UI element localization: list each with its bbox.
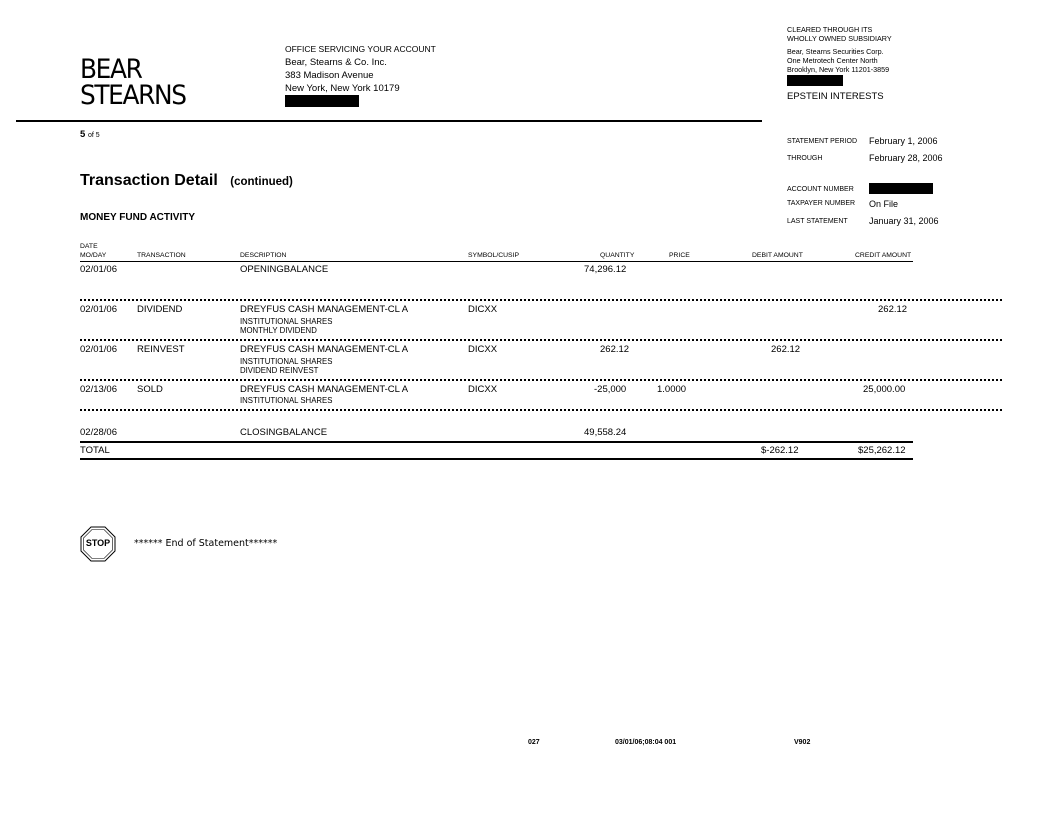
row-separator: [80, 409, 1002, 411]
row-description: DREYFUS CASH MANAGEMENT-CL A: [240, 304, 409, 315]
footer-code-1: 027: [528, 739, 540, 746]
col-price: PRICE: [669, 252, 690, 259]
office-name: Bear, Stearns & Co. Inc.: [285, 57, 387, 68]
logo-line-2: STEARNS: [80, 80, 186, 111]
row-quantity: 262.12: [600, 344, 630, 355]
row-transaction: DIVIDEND: [137, 304, 183, 315]
row-description: DREYFUS CASH MANAGEMENT-CL A: [240, 344, 409, 355]
redaction-bar: [787, 75, 843, 86]
account-name: EPSTEIN INTERESTS: [787, 91, 884, 102]
clearing-address-2: Brooklyn, New York 11201-3859: [787, 65, 890, 74]
office-address-1: 383 Madison Avenue: [285, 70, 374, 81]
row-date: 02/01/06: [80, 304, 117, 315]
col-description: DESCRIPTION: [240, 252, 287, 259]
header-underline: [80, 261, 913, 262]
total-credit: $25,262.12: [858, 445, 906, 456]
office-block: [285, 43, 436, 107]
money-fund-activity-heading: MONEY FUND ACTIVITY: [80, 212, 196, 223]
col-debit: DEBIT AMOUNT: [752, 252, 803, 259]
row-credit: 25,000.00: [863, 384, 906, 395]
clearing-address-1: One Metrotech Center North: [787, 56, 878, 65]
clearing-block: [787, 25, 892, 101]
through-label: THROUGH: [787, 155, 823, 162]
row-transaction: SOLD: [137, 384, 163, 395]
page-number: [80, 129, 100, 140]
col-quantity: QUANTITY: [600, 252, 635, 259]
closing-rule: [80, 441, 913, 443]
col-date: MO/DAY: [80, 252, 107, 259]
total-debit: $-262.12: [761, 445, 799, 456]
end-of-statement: ****** End of Statement******: [134, 538, 278, 549]
row-sub-2: MONTHLY DIVIDEND: [240, 326, 317, 335]
stop-sign-icon: [80, 526, 116, 562]
redaction-bar: [285, 95, 359, 107]
row-quantity: -25,000: [594, 384, 627, 395]
bear-stearns-logo: [80, 54, 186, 111]
opening-desc: OPENINGBALANCE: [240, 264, 329, 275]
header-rule: [16, 120, 762, 122]
row-description: DREYFUS CASH MANAGEMENT-CL A: [240, 384, 409, 395]
page-of: of 5: [87, 132, 100, 139]
taxpayer-value: On File: [869, 199, 899, 209]
total-rule: [80, 458, 913, 460]
transaction-detail-title: Transaction Detail: [80, 172, 218, 189]
footer-code-3: V902: [794, 739, 811, 746]
row-sub-1: INSTITUTIONAL SHARES: [240, 396, 333, 405]
office-label: OFFICE SERVICING YOUR ACCOUNT: [285, 44, 436, 54]
account-number-label: ACCOUNT NUMBER: [787, 186, 854, 193]
opening-quantity: 74,296.12: [584, 264, 627, 275]
section-title: [80, 172, 293, 190]
opening-date: 02/01/06: [80, 264, 117, 275]
clearing-line-1: CLEARED THROUGH ITS: [787, 25, 873, 34]
col-credit: CREDIT AMOUNT: [855, 252, 912, 259]
row-credit: 262.12: [878, 304, 908, 315]
last-statement-value: January 31, 2006: [869, 216, 939, 226]
clearing-name: Bear, Stearns Securities Corp.: [787, 47, 884, 56]
row-transaction: REINVEST: [137, 344, 185, 355]
statement-period-value: February 1, 2006: [869, 136, 938, 146]
row-separator: [80, 299, 1002, 301]
row-symbol: DICXX: [468, 384, 498, 395]
col-date-top: DATE: [80, 243, 98, 250]
closing-desc: CLOSINGBALANCE: [240, 427, 328, 438]
row-date: 02/01/06: [80, 344, 117, 355]
footer-code-2: 03/01/06;08:04 001: [615, 739, 677, 746]
col-transaction: TRANSACTION: [137, 252, 186, 259]
row-symbol: DICXX: [468, 304, 498, 315]
statement-period-label: STATEMENT PERIOD: [787, 138, 858, 145]
row-symbol: DICXX: [468, 344, 498, 355]
page-current: 5: [80, 129, 86, 140]
row-separator: [80, 339, 1002, 341]
col-symbol: SYMBOL/CUSIP: [468, 252, 519, 259]
last-statement-label: LAST STATEMENT: [787, 218, 848, 225]
row-sub-2: DIVIDEND REINVEST: [240, 366, 319, 375]
taxpayer-label: TAXPAYER NUMBER: [787, 200, 856, 207]
row-debit: 262.12: [771, 344, 801, 355]
logo-line-1: BEAR: [80, 54, 142, 85]
row-separator: [80, 379, 1002, 381]
through-value: February 28, 2006: [869, 153, 943, 163]
closing-date: 02/28/06: [80, 427, 117, 438]
row-price: 1.0000: [657, 384, 687, 395]
office-address-2: New York, New York 10179: [285, 83, 400, 94]
account-number-redaction: [869, 183, 933, 194]
row-sub-1: INSTITUTIONAL SHARES: [240, 317, 333, 326]
row-date: 02/13/06: [80, 384, 117, 395]
continued-label: (continued): [230, 176, 293, 188]
total-label: TOTAL: [80, 445, 110, 456]
closing-quantity: 49,558.24: [584, 427, 627, 438]
clearing-line-2: WHOLLY OWNED SUBSIDIARY: [787, 34, 892, 43]
stop-label: STOP: [85, 538, 111, 548]
row-sub-1: INSTITUTIONAL SHARES: [240, 357, 333, 366]
